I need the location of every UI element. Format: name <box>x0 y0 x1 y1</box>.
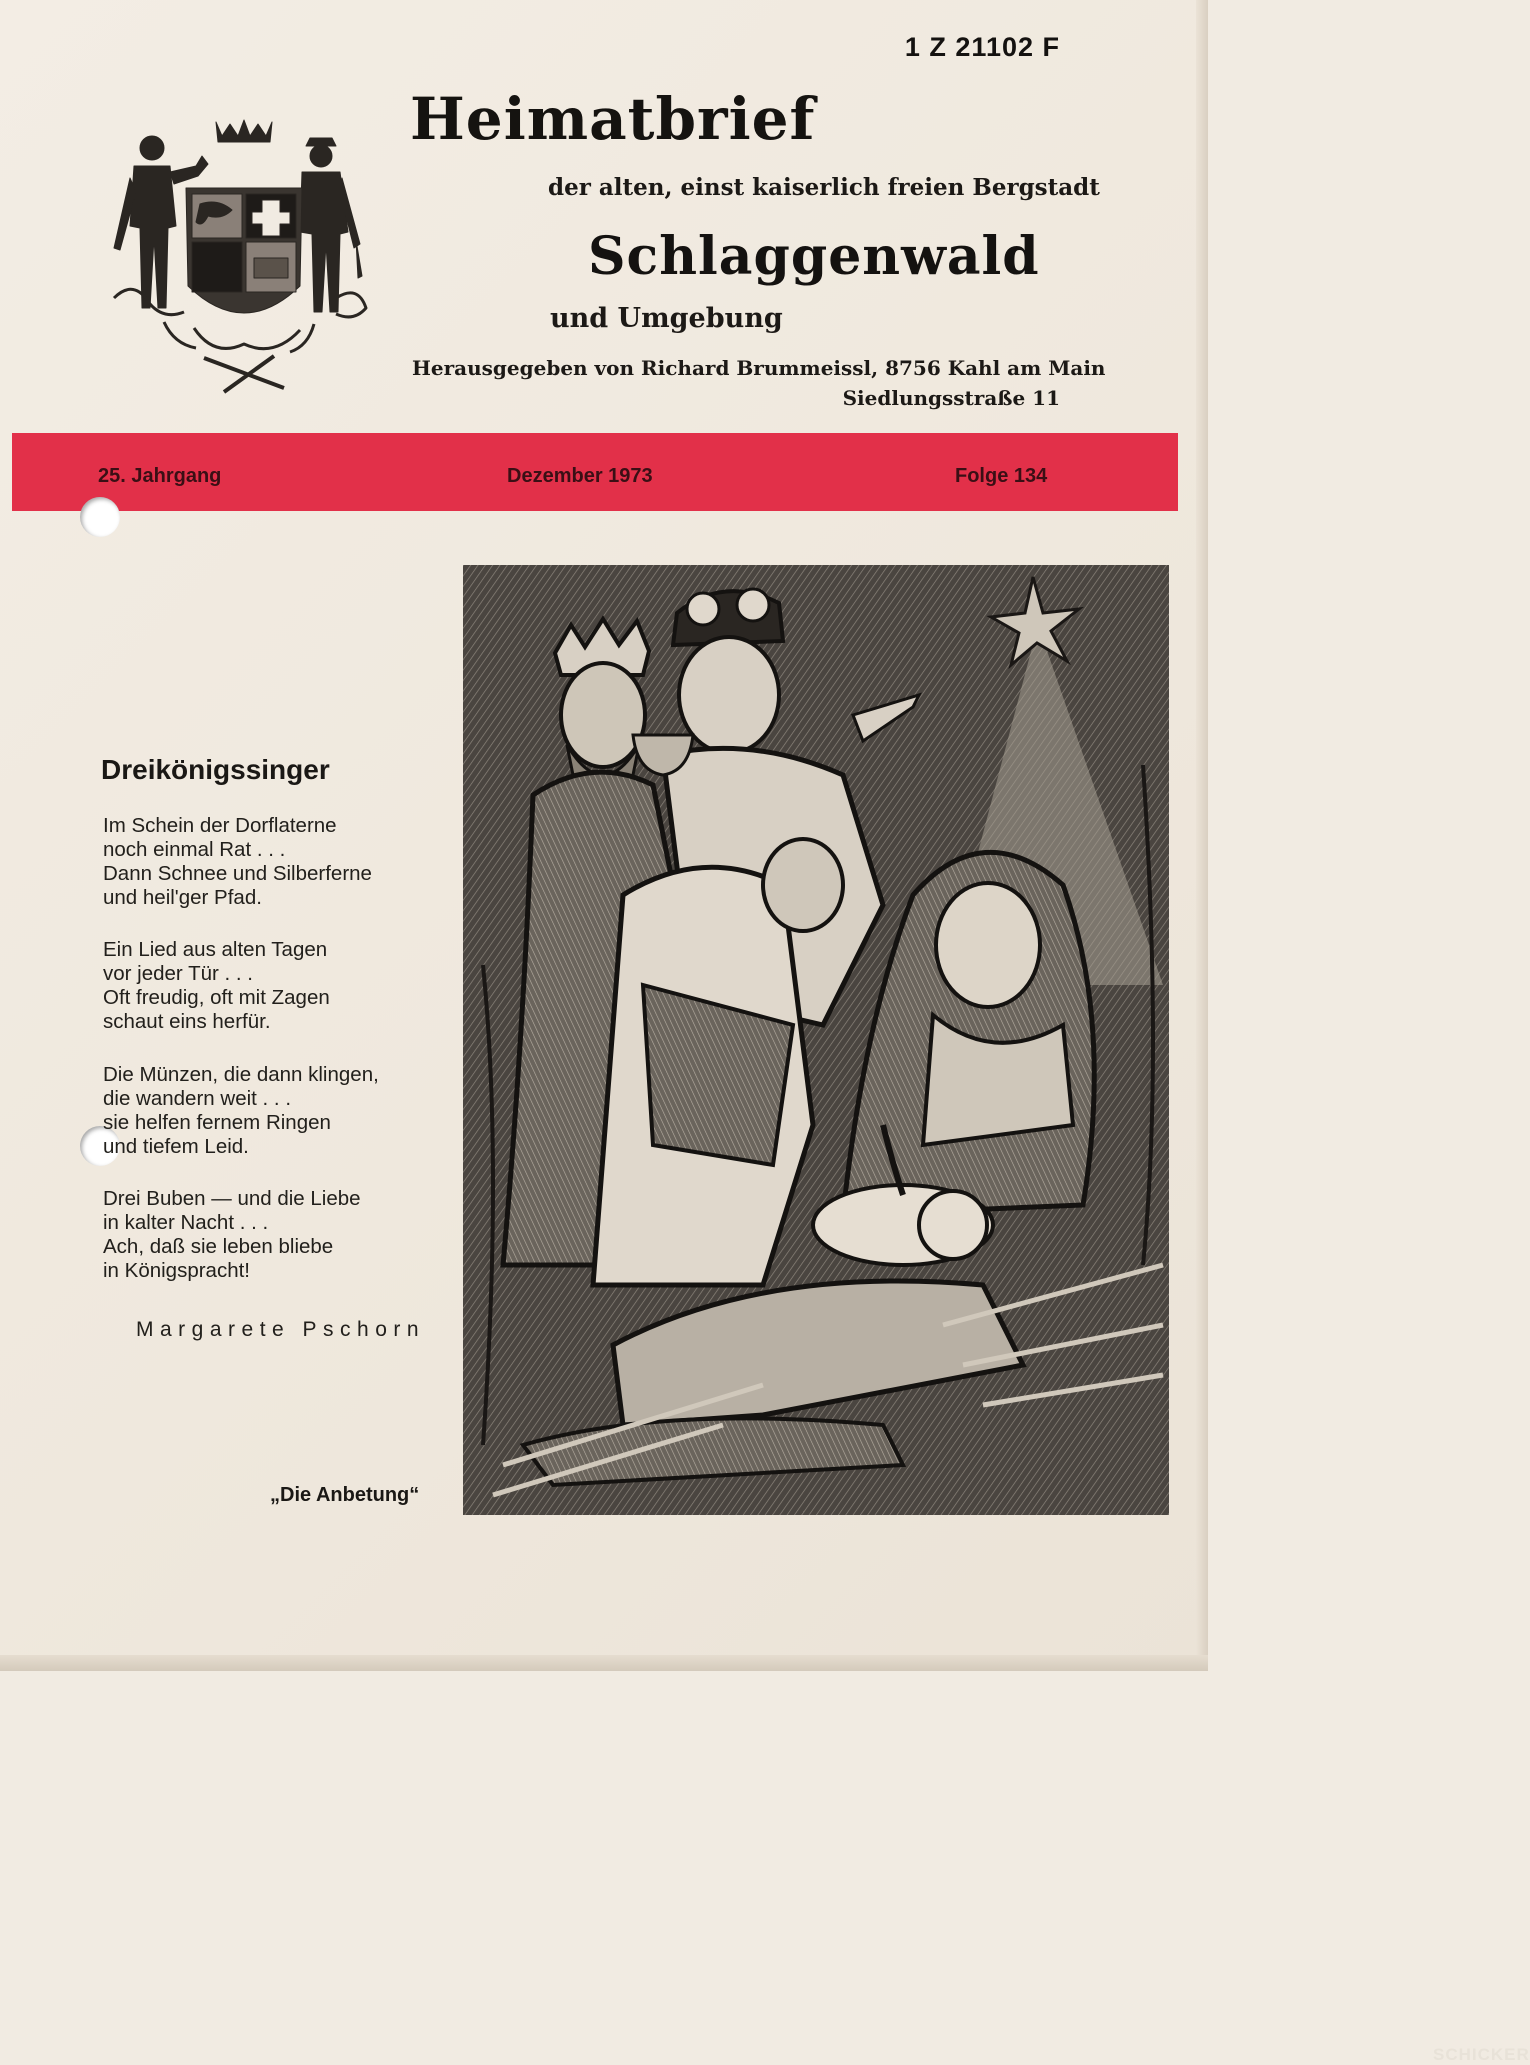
poem-stanza <box>103 1187 361 1283</box>
issue-code: 1 Z 21102 F <box>904 32 1060 62</box>
poem-stanza <box>103 938 330 1034</box>
poem-line: in Königspracht! <box>103 1259 251 1282</box>
issue-number: Folge 134 <box>955 465 1048 487</box>
poem-line: Ach, daß sie leben bliebe <box>103 1235 334 1258</box>
poem-stanza <box>103 1063 379 1159</box>
publisher-line: Herausgegeben von Richard Brummeissl, 8756 Kahl am Main <box>412 356 1106 380</box>
poem-line: Dann Schnee und Silberferne <box>103 862 372 885</box>
coat-of-arms <box>104 108 384 413</box>
poem-line: Im Schein der Dorflaterne <box>103 814 337 837</box>
artist-signature: SCHICKER <box>1433 2045 1530 2064</box>
nativity-artwork <box>463 565 1530 2064</box>
poem-line: vor jeder Tür . . . <box>103 962 254 985</box>
surroundings-label: und Umgebung <box>550 303 783 334</box>
poem-line: in kalter Nacht . . . <box>103 1211 269 1234</box>
poem-line: Drei Buben — und die Liebe <box>103 1187 361 1210</box>
newsletter-subtitle: der alten, einst kaiserlich freien Bergstadt <box>548 174 1100 201</box>
poem-line: Die Münzen, die dann klingen, <box>103 1063 379 1086</box>
poem-line: noch einmal Rat . . . <box>103 838 286 861</box>
poem-line: sie helfen fernem Ringen <box>103 1111 331 1134</box>
page-bottom-edge <box>0 1655 1208 1671</box>
newsletter-title: Heimatbrief <box>410 85 816 153</box>
poem-line: und heil'ger Pfad. <box>103 886 262 909</box>
poem-line: die wandern weit . . . <box>103 1087 292 1110</box>
poem-line: Ein Lied aus alten Tagen <box>103 938 328 961</box>
poem-line: schaut eins herfür. <box>103 1010 271 1033</box>
page-edge <box>1196 0 1208 1671</box>
artwork-caption: „Die Anbetung“ <box>270 1484 420 1506</box>
punch-hole-top <box>80 497 120 537</box>
issue-date: Dezember 1973 <box>507 465 653 487</box>
poem-title: Dreikönigssinger <box>101 754 330 785</box>
poem-author: Margarete Pschorn <box>136 1318 426 1341</box>
volume-year: 25. Jahrgang <box>98 465 222 487</box>
publisher-address: Siedlungsstraße 11 <box>842 386 1060 410</box>
poem-stanza <box>103 814 372 910</box>
city-name: Schlaggenwald <box>588 226 1040 287</box>
poem-line: Oft freudig, oft mit Zagen <box>103 986 330 1009</box>
poem-line: und tiefem Leid. <box>103 1135 249 1158</box>
